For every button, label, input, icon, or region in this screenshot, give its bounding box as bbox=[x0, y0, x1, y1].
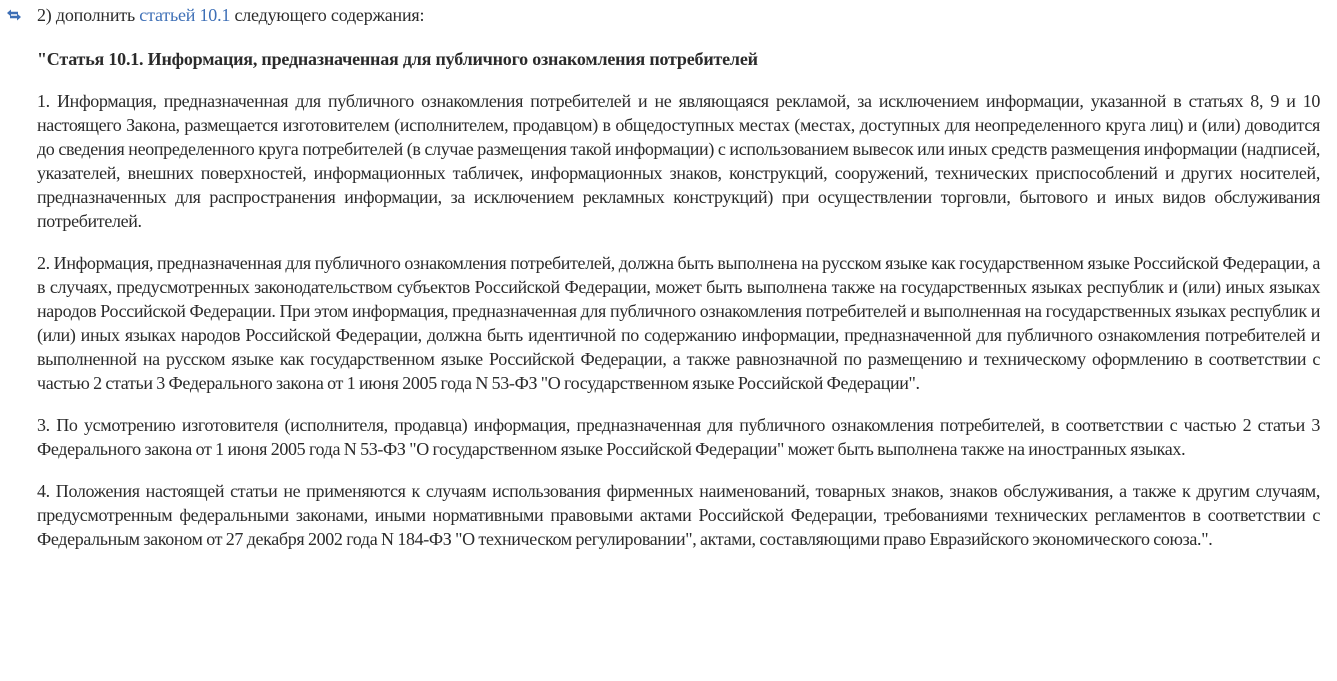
amendment-line bbox=[37, 3, 1320, 27]
amendment-prefix: 2) дополнить bbox=[37, 5, 140, 25]
article-title: "Статья 10.1. Информация, предназначенная для публичного ознакомления потребителей bbox=[37, 49, 758, 69]
paragraph-2: 2. Информация, предназначенная для публичного ознакомления потребителей, должна быть выполнена на русском языке как государственном языке Российской Федерации, а в случаях, предусмотренных законодательством субъектов Российской Федерации, может быть выполнена также на государственных языках республик и (или) иных языках народов Российской Федерации. При этом информация, предназначенная для публичного ознакомления потребителей и выполненная на государственных языках республик и (или) иных языках народов Российской Федерации, должна быть идентичной по содержанию информации, предназначенной для публичного ознакомления потребителей и выполненной на русском языке как государственном языке Российской Федерации, а также равнозначной по размещению и техническому оформлению в соответствии с частью 2 статьи 3 Федерального закона от 1 июня 2005 года N 53-ФЗ "О государственном языке Российской Федерации". bbox=[37, 253, 1320, 393]
paragraph-1: 1. Информация, предназначенная для публичного ознакомления потребителей и не являющаяся рекламой, за исключением информации, указанной в статьях 8, 9 и 10 настоящего Закона, размещается изготовителем (исполнителем, продавцом) в общедоступных местах (местах, доступных для неопределенного круга лиц) и (или) доводится до сведения неопределенного круга потребителей (в случае размещения такой информации) с использованием вывесок или иных средств размещения информации (надписей, указателей, внешних поверхностей, информационных табличек, информационных знаков, конструкций, сооружений, технических приспособлений и других носителей, предназначенных для распространения информации, за исключением рекламных конструкций) при осуществлении торговли, бытового и иных видов обслуживания потребителей. bbox=[37, 91, 1320, 231]
article-link[interactable]: статьей 10.1 bbox=[139, 5, 231, 25]
paragraph-3: 3. По усмотрению изготовителя (исполнителя, продавца) информация, предназначенная для публичного ознакомления потребителей, в соответствии с частью 2 статьи 3 Федерального закона от 1 июня 2005 года N 53-ФЗ "О государственном языке Российской Федерации" может быть выполнена также на иностранных языках. bbox=[37, 415, 1320, 459]
swap-arrows-icon[interactable] bbox=[6, 8, 22, 20]
document-content bbox=[37, 0, 1320, 551]
amendment-suffix: следующего содержания: bbox=[230, 5, 425, 25]
paragraph-4: 4. Положения настоящей статьи не применяются к случаям использования фирменных наименований, товарных знаков, знаков обслуживания, а также к другим случаям, предусмотренным федеральными законами, иными нормативными правовыми актами Российской Федерации, требованиями технических регламентов в соответствии с Федеральным законом от 27 декабря 2002 года N 184-ФЗ "О техническом регулировании", актами, составляющими право Евразийского экономического союза.". bbox=[37, 481, 1320, 549]
